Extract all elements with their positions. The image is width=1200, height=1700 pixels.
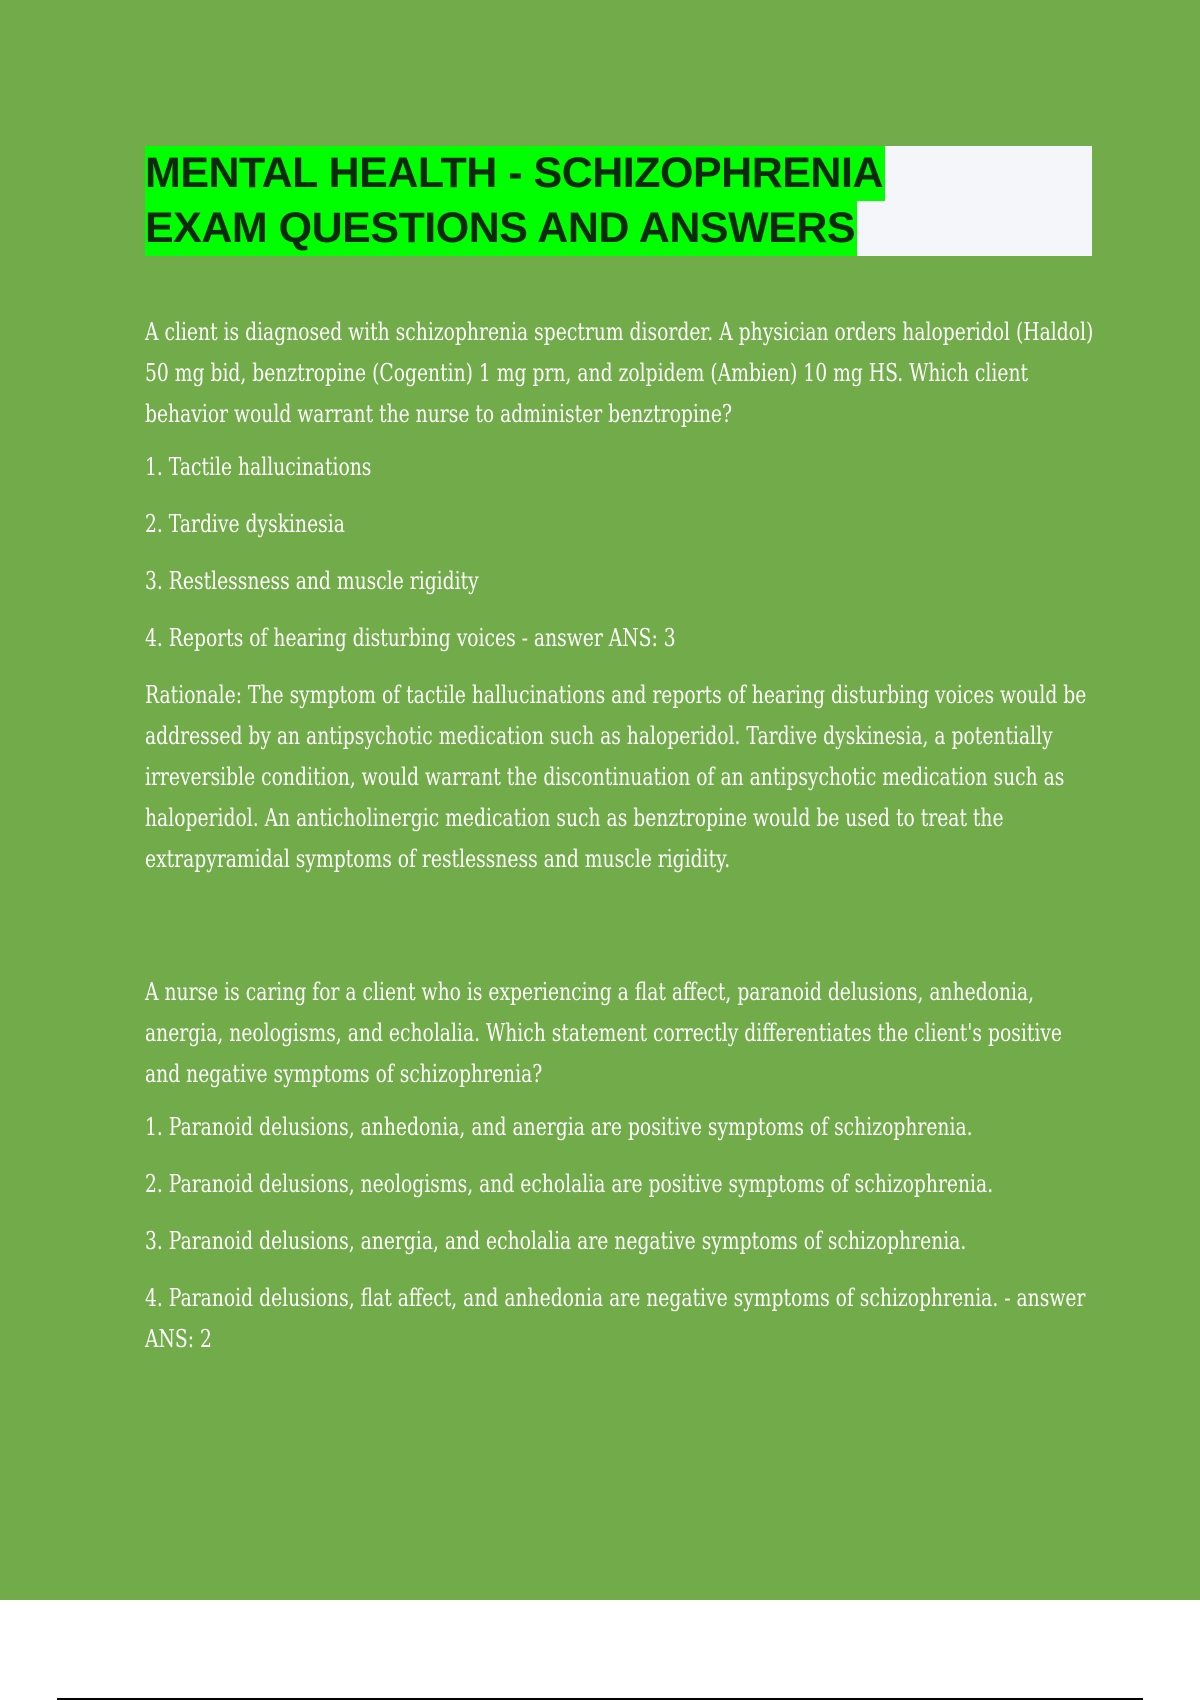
answer-option: 4. Paranoid delusions, flat affect, and anhedonia are negative symptoms of schizophrenia. - answer ANS: 2 — [145, 1284, 1086, 1353]
answer-option: 4. Reports of hearing disturbing voices - answer ANS: 3 — [145, 624, 676, 652]
question-stem: A nurse is caring for a client who is experiencing a flat affect, paranoid delusions, anhedonia, anergia, neologisms, and echolalia. Which statement correctly differentiates the client's positive and negative symptoms of schizophrenia? — [145, 978, 1062, 1088]
answer-option: 3. Paranoid delusions, anergia, and echolalia are negative symptoms of schizophrenia. — [145, 1227, 967, 1255]
document-body — [145, 312, 1094, 1376]
title-line-2: EXAM QUESTIONS AND ANSWERS — [145, 201, 857, 256]
document-title — [145, 146, 1092, 256]
question-stem: A client is diagnosed with schizophrenia spectrum disorder. A physician orders haloperidol (Haldol) 50 mg bid, benztropine (Cogentin) 1 mg prn, and zolpidem (Ambien) 10 mg HS. Which client behavior would warrant the nurse to administer benztropine? — [145, 318, 1094, 428]
answer-option: 2. Tardive dyskinesia — [145, 510, 345, 538]
title-line-1: MENTAL HEALTH - SCHIZOPHRENIA — [145, 146, 885, 201]
rationale-text: Rationale: The symptom of tactile hallucinations and reports of hearing disturbing voices would be addressed by an antipsychotic medication such as haloperidol. Tardive dyskinesia, a potentially irreversible condition, would warrant the discontinuation of an antipsychotic medication such as haloperidol. An anticholinergic medication such as benztropine would be used to treat the extrapyramidal symptoms of restlessness and muscle rigidity. — [145, 681, 1087, 873]
answer-option: 2. Paranoid delusions, neologisms, and echolalia are positive symptoms of schizophrenia. — [145, 1170, 994, 1198]
section-spacer — [145, 880, 886, 972]
answer-option: 1. Tactile hallucinations — [145, 453, 372, 481]
answer-option: 3. Restlessness and muscle rigidity — [145, 567, 479, 595]
question-block — [145, 972, 1086, 1360]
answer-option: 1. Paranoid delusions, anhedonia, and anergia are positive symptoms of schizophrenia. — [145, 1113, 973, 1141]
question-block — [145, 312, 1094, 880]
